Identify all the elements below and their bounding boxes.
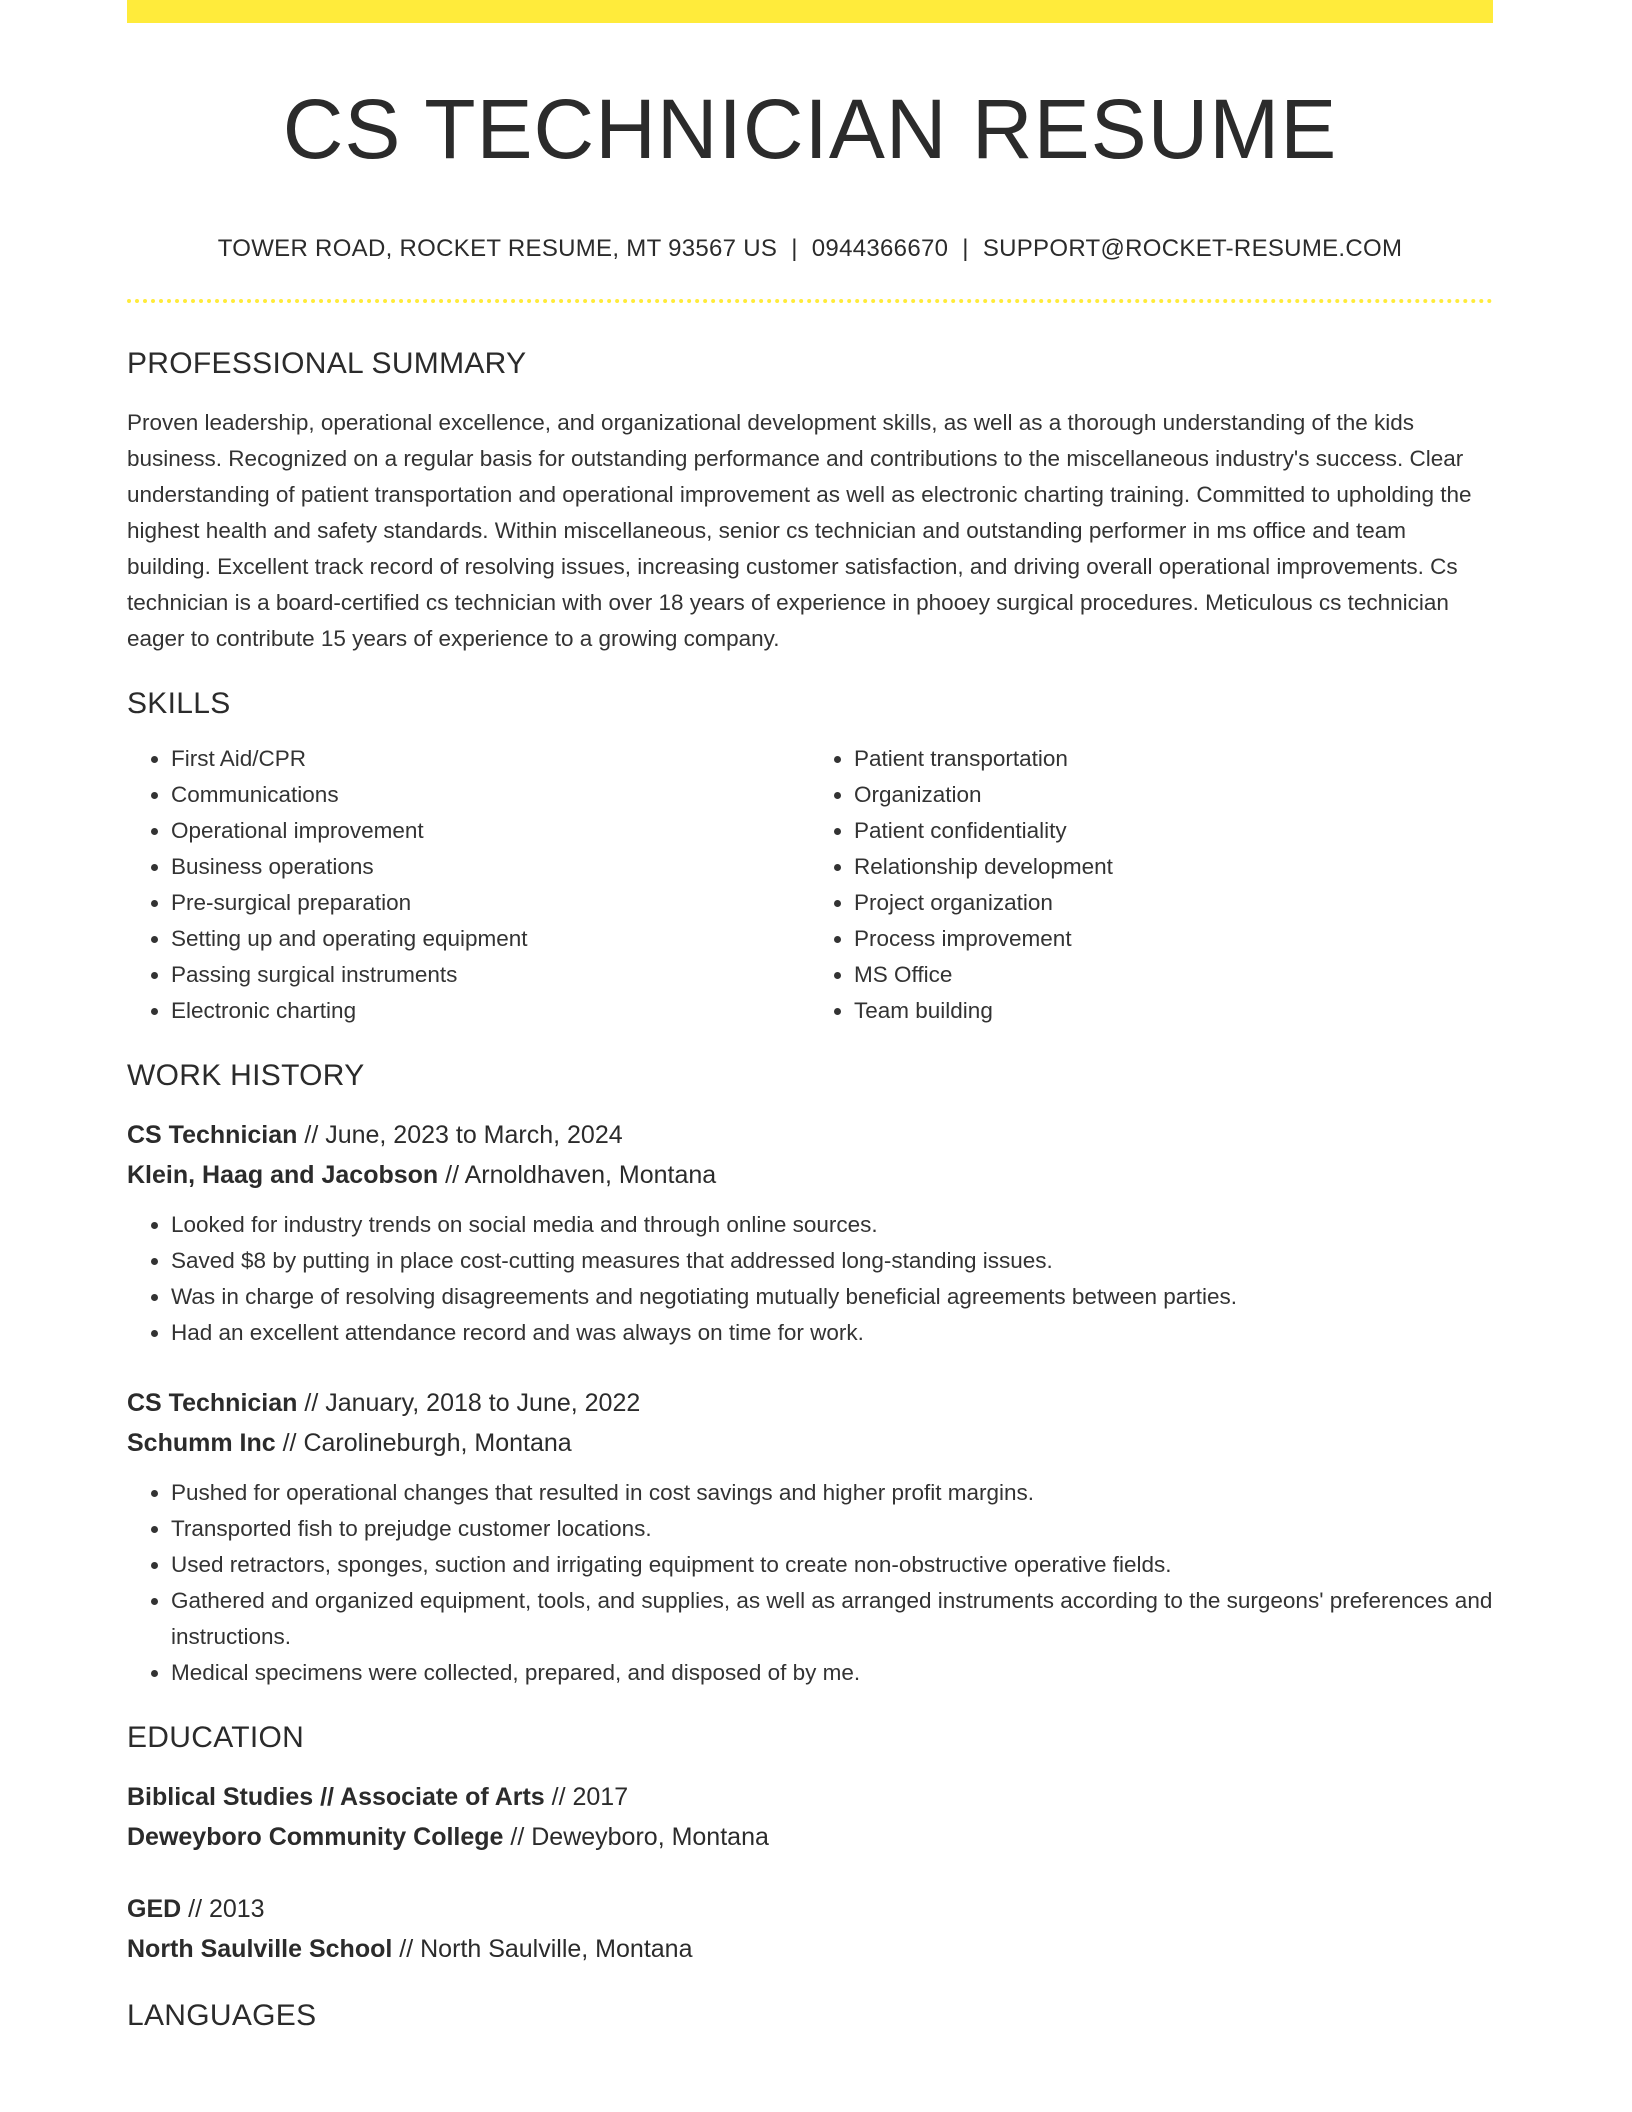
contact-line [127,235,1493,263]
skill-item: • Team building [854,993,1493,1029]
education-degree-line [127,1777,1493,1817]
job-company: Klein, Haag and Jacobson [127,1161,439,1190]
address: TOWER ROAD, ROCKET RESUME, MT 93567 US [217,235,778,263]
education-school-line [127,1817,1493,1857]
skill-item: • Operational improvement [171,813,810,849]
job-company: Schumm Inc [127,1429,276,1458]
job-bullet: • Saved $8 by putting in place cost-cutting measures that addressed long-standing issues. [171,1243,1493,1279]
skill-item: • Electronic charting [171,993,810,1029]
education-degree-line [127,1889,1493,1929]
resume-title: CS TECHNICIAN RESUME [282,82,1338,176]
skill-item: • Relationship development [854,849,1493,885]
skill-item: • MS Office [854,957,1493,993]
section-heading-work: WORK HISTORY [127,1059,365,1093]
job-company-line [127,1155,1493,1195]
skill-item: • Business operations [171,849,810,885]
separator: | [962,235,969,263]
job-bullets [127,1475,1493,1691]
section-heading-education: EDUCATION [127,1721,305,1755]
education-degree: Biblical Studies // Associate of Arts [127,1783,545,1812]
email: SUPPORT@ROCKET-RESUME.COM [982,235,1403,263]
job-title: CS Technician [127,1121,298,1150]
job-location: // Carolineburgh, Montana [275,1429,572,1458]
skill-item: • Patient transportation [854,741,1493,777]
education-degree: GED [127,1895,182,1924]
section-heading-summary: PROFESSIONAL SUMMARY [127,347,527,381]
skill-item: • Organization [854,777,1493,813]
skill-item: • Process improvement [854,921,1493,957]
job-bullet: • Used retractors, sponges, suction and irrigating equipment to create non-obstructive operative fields. [171,1547,1493,1583]
education-location: // Deweyboro, Montana [503,1823,769,1852]
job-entry [127,1383,1493,1691]
job-location: // Arnoldhaven, Montana [438,1161,717,1190]
skill-item: • First Aid/CPR [171,741,810,777]
education-year: // 2017 [544,1783,629,1812]
phone: 0944366670 [811,235,949,263]
skill-item: • Patient confidentiality [854,813,1493,849]
section-heading-languages: LANGUAGES [127,1999,317,2033]
job-bullet: • Medical specimens were collected, prepared, and disposed of by me. [171,1655,1493,1691]
job-bullet: • Was in charge of resolving disagreements and negotiating mutually beneficial agreements between parties. [171,1279,1493,1315]
job-bullet: • Looked for industry trends on social media and through online sources. [171,1207,1493,1243]
education-year: // 2013 [181,1895,265,1924]
job-bullet: • Transported fish to prejudge customer locations. [171,1511,1493,1547]
education-entry [127,1889,1493,1969]
job-company-line [127,1423,1493,1463]
summary-text: Proven leadership, operational excellence, and organizational development skills, as well as a thorough understanding of the kids business. Recognized on a regular basis for outstanding performance and contributions to the miscellaneous industry's success. Clear understanding of patient transportation and operational improvement as well as electronic charting training. Committed to upholding the highest health and safety standards. Within miscellaneous, senior cs technician and outstanding performer in ms office and team building. Excellent track record of resolving issues, increasing customer satisfaction, and driving overall operational improvements. Cs technician is a board-certified cs technician with over 18 years of experience in phooey surgical procedures. Meticulous cs technician eager to contribute 15 years of experience to a growing company. [127,410,1472,652]
education-location: // North Saulville, Montana [392,1935,693,1964]
skill-item: • Communications [171,777,810,813]
resume-page [127,0,1493,2033]
job-dates: // January, 2018 to June, 2022 [297,1389,641,1418]
accent-bar [127,0,1493,23]
job-title: CS Technician [127,1389,298,1418]
skill-item: • Pre-surgical preparation [171,885,810,921]
skill-item: • Project organization [854,885,1493,921]
job-entry [127,1115,1493,1351]
job-title-line [127,1383,1493,1423]
job-bullet: • Had an excellent attendance record and was always on time for work. [171,1315,1493,1351]
job-bullet: • Gathered and organized equipment, tools, and supplies, as well as arranged instruments according to the surgeons' preferences and instructions. [171,1583,1493,1655]
job-dates: // June, 2023 to March, 2024 [297,1121,623,1150]
skill-item: • Setting up and operating equipment [171,921,810,957]
skill-item: • Passing surgical instruments [171,957,810,993]
separator: | [791,235,798,263]
skills-column-left [127,741,810,1029]
education-school: Deweyboro Community College [127,1823,504,1852]
education-entry [127,1777,1493,1857]
skills-list [127,741,1493,1029]
job-bullets [127,1207,1493,1351]
job-title-line [127,1115,1493,1155]
education-school-line [127,1929,1493,1969]
dotted-divider [127,299,1493,303]
job-bullet: • Pushed for operational changes that resulted in cost savings and higher profit margins. [171,1475,1493,1511]
section-heading-skills: SKILLS [127,687,231,721]
skills-column-right [810,741,1493,1029]
education-school: North Saulville School [127,1935,393,1964]
